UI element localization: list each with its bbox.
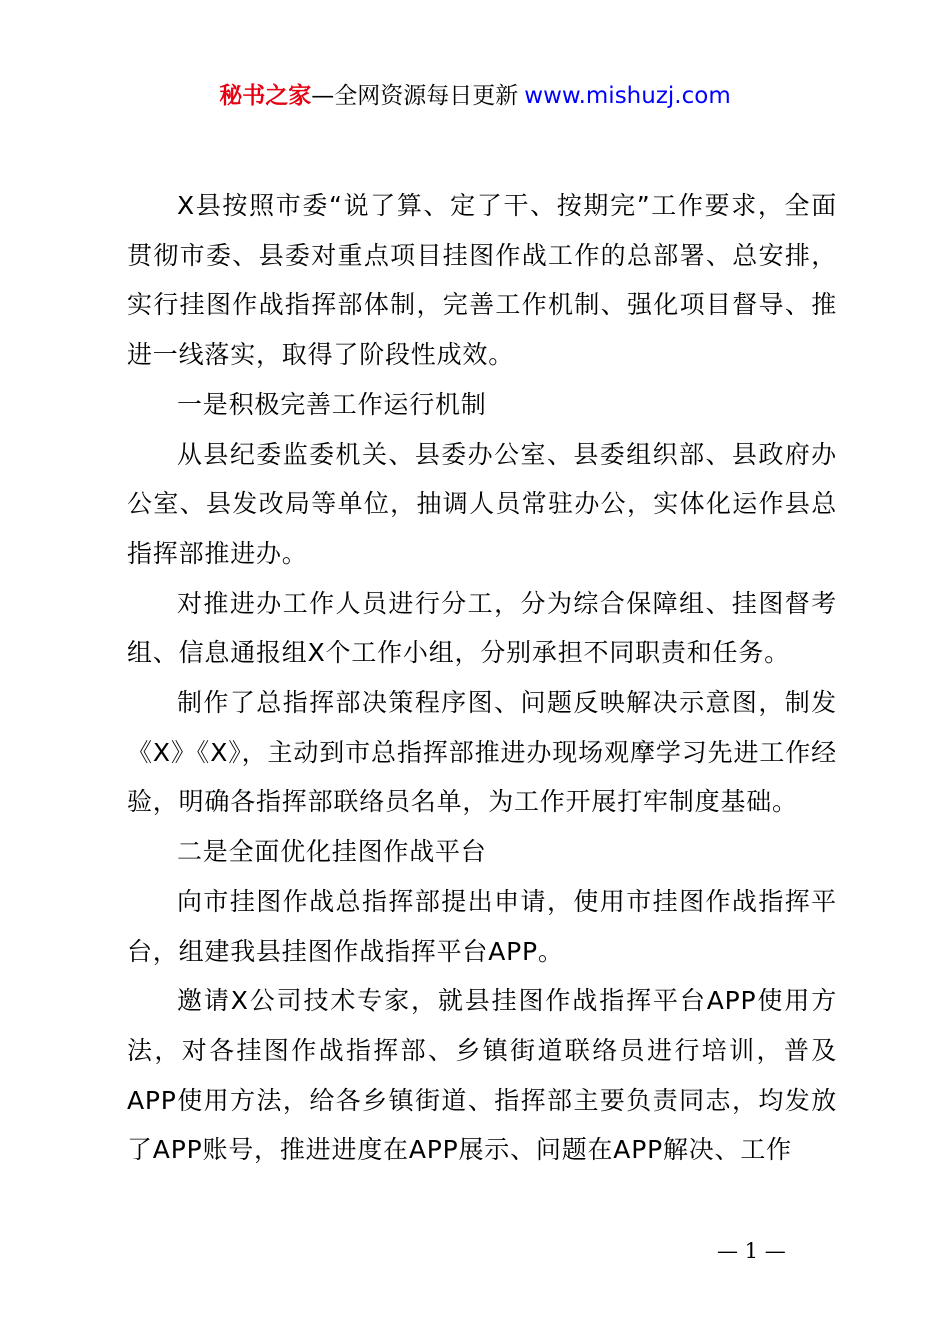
section-heading-2: 二是全面优化挂图作战平台 (177, 837, 487, 867)
paragraph: 从县纪委监委机关、县委办公室、县委组织部、县政府办公室、县发改局等单位，抽调人员常驻办公，实体化运作县总指挥部推进办。 (127, 439, 837, 568)
site-url-link[interactable]: www.mishuzj.com (524, 83, 731, 109)
document-body (127, 181, 837, 1175)
site-brand: 秘书之家 (219, 83, 312, 109)
paragraph: 向市挂图作战总指挥部提出申请，使用市挂图作战指挥平台，组建我县挂图作战指挥平台APP。 (127, 886, 837, 966)
paragraph-intro: X县按照市委“说了算、定了干、按期完”工作要求，全面贯彻市委、县委对重点项目挂图作战工作的总部署、总安排，实行挂图作战指挥部体制，完善工作机制、强化项目督导、推进一线落实，取得了阶段性成效。 (127, 191, 837, 370)
page-header (0, 80, 950, 112)
page-number: — 1 — (717, 1239, 786, 1263)
paragraph: 制作了总指挥部决策程序图、问题反映解决示意图，制发《X》《X》，主动到市总指挥部推进办现场观摩学习先进工作经验，明确各指挥部联络员名单，为工作开展打牢制度基础。 (127, 688, 837, 817)
site-tagline: —全网资源每日更新 (311, 83, 519, 109)
paragraph: 邀请X公司技术专家，就县挂图作战指挥平台APP使用方法，对各挂图作战指挥部、乡镇街道联络员进行培训，普及APP使用方法，给各乡镇街道、指挥部主要负责同志，均发放了APP账号，推进进度在APP展示、问题在APP解决、工作 (127, 986, 837, 1165)
section-heading-1: 一是积极完善工作运行机制 (177, 389, 487, 419)
paragraph: 对推进办工作人员进行分工，分为综合保障组、挂图督考组、信息通报组X个工作小组，分别承担不同职责和任务。 (127, 588, 837, 668)
